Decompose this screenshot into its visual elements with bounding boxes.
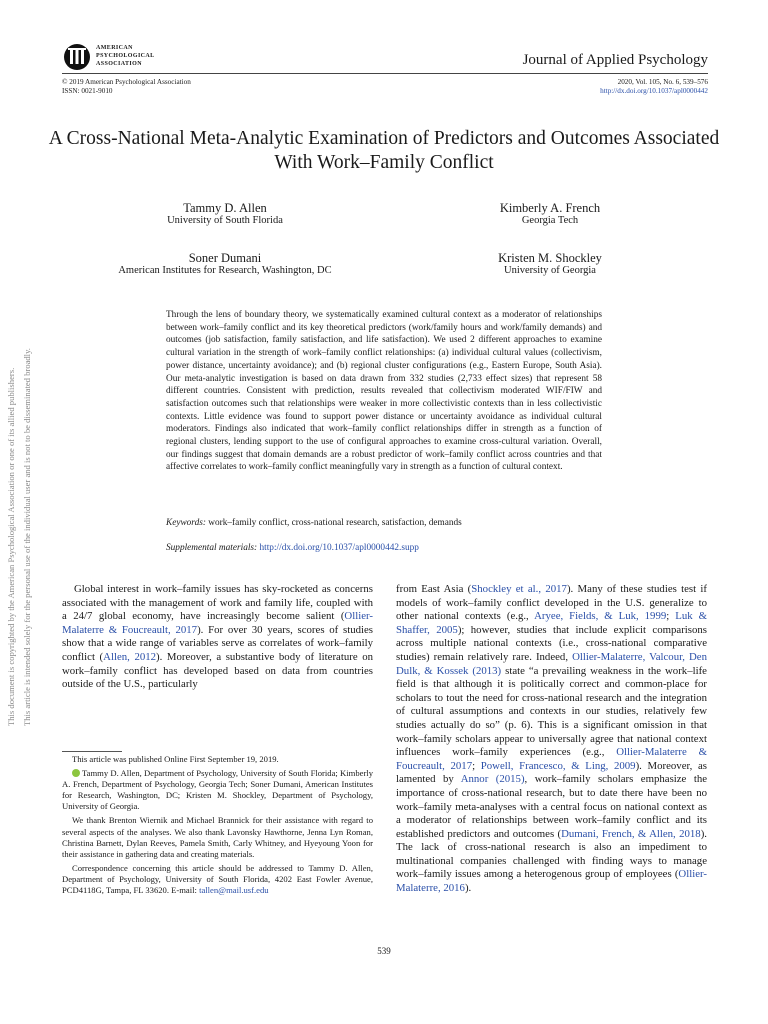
body-text: ). Moreover, a substantive body of literature on work–family conflict has developed based on data from countries outside of the U.S., particularly — [62, 650, 374, 691]
citation-link[interactable]: Ollier-Malaterre, 2016 — [396, 868, 707, 895]
footnote-correspondence — [62, 863, 373, 896]
orcid-icon[interactable] — [72, 769, 80, 777]
keywords — [166, 517, 602, 529]
body-column-right — [396, 583, 707, 896]
citation-link[interactable]: Dumani, French, & Allen, 2018 — [561, 827, 701, 840]
email-link[interactable]: tallen@mail.usf.edu — [199, 885, 269, 896]
citation-link[interactable]: Annor (2015) — [460, 773, 525, 786]
author-name: Soner Dumani — [188, 251, 262, 265]
publisher-name-line: PSYCHOLOGICAL — [96, 53, 155, 59]
footnotes — [62, 754, 373, 899]
citation-link[interactable]: Ollier-Malaterre & Foucreault, 2017 — [62, 610, 373, 636]
footnote-affiliations — [62, 768, 373, 812]
abstract: Through the lens of boundary theory, we systematically examined cultural context as a moderator of relationships between work–family conflict and its key theoretical predictors (work/family hours and work/family demands) and outcomes (job satisfaction, family satisfaction, and life satisfaction). We used 2 different approaches to examine cultural variation in the strength of work–family conflict relationships: (a) individual cultural values (collectivism, power distance, uncertainty avoidance); and (b) regional cluster configurations (e.g., Eastern Europe, South Asia). Our meta-analytic investigation is based on data drawn from 332 studies (2,733 effect sizes) that represent 58 different countries. Consistent with prediction, results revealed that collectivism moderated WIF/FIW and satisfaction outcomes such that relationships were weaker in more collectivistic contexts than in less collectivistic contexts. Little evidence was found to support power distance or uncertainty avoidance as individual cultural moderators. Findings also indicated that work–family conflict relationships differ in strength as a function of regional clusters, lending support to the use of configural approaches to examine cross-cultural variation. Overall, our findings suggest that domain demands are a robust predictor of work–family conflict across countries and that affective correlates to work–family conflict meaningfully vary in strength as a function of cultural context. — [166, 310, 602, 473]
body-text: ); however, studies that include explicit comparisons across multiple national contexts (i.e., cross-national comparative studies) remain relatively rare. Indeed, — [396, 623, 707, 663]
supplemental-link[interactable]: http://dx.doi.org/10.1037/apl0000442.supp — [259, 543, 419, 553]
author-block — [120, 201, 330, 227]
body-text: ). Many of these studies test if models of work–family conflict developed in the U.S. generalize to other national contexts (e.g., — [396, 583, 708, 623]
citation-link[interactable]: Allen, 2012 — [103, 650, 157, 663]
journal-name: Journal of Applied Psychology — [522, 52, 708, 68]
footnote-rule — [62, 751, 122, 752]
apa-logo-icon — [62, 42, 92, 72]
author-name: Tammy D. Allen — [183, 201, 267, 215]
body-text: ). Moreover, as lamented by — [396, 759, 707, 786]
author-affiliation: Georgia Tech — [521, 215, 579, 226]
author-affiliation: University of Georgia — [504, 265, 596, 276]
citation-link[interactable]: Ollier-Malaterre & Foucreault, 2017 — [396, 746, 707, 772]
issn-line: ISSN: 0021-9010 — [62, 87, 113, 95]
author-block — [445, 201, 655, 227]
copyright-block — [62, 78, 191, 96]
body-text: ). For over 30 years, scores of studies show that a wide range of variables serve as correlates of work–family conflict ( — [62, 623, 373, 663]
citation-link[interactable]: Luk & Shaffer, 2005 — [396, 610, 708, 636]
copyright-line: © 2019 American Psychological Association — [62, 78, 191, 86]
publisher-name-line: AMERICAN — [96, 45, 133, 51]
supplemental-materials — [166, 542, 602, 554]
publisher-name — [96, 44, 155, 68]
body-text: ). — [464, 882, 472, 895]
footnote-affiliations-text: Tammy D. Allen, Department of Psychology, University of South Florida; Kimberly A. French, Department of Psychology, Georgia Tech; Soner Dumani, American Institutes for Research, Washington, DC; Kristen M. Shockley, Department of Psychology, University of Georgia. — [62, 768, 373, 812]
citation-link[interactable]: Ollier-Malaterre, Valcour, Den Dulk, & Kossek (2013) — [396, 650, 707, 677]
volume-info — [600, 78, 708, 96]
footnote-correspondence-text: Correspondence concerning this article should be addressed to Tammy D. Allen, Department of Psychology, University of South Florida, 4202 East Fowler Avenue, PCD4118G, Tampa, FL 33620. E-mail: — [62, 862, 373, 896]
body-text: ; — [472, 759, 481, 772]
body-text: from East Asia ( — [396, 583, 472, 595]
footnote-thanks: We thank Brenton Wiernik and Michael Brannick for their assistance with regard to several aspects of the analyses. We also thank Lavonsky Hawthorne, Jenna Lyn Roman, Christina Barnett, Dylan Reeves, Pamela Smith, Carly Whitney, and Hyeyoung Yoon for their assistance in gathering data and creating materials. — [62, 815, 373, 859]
footnote-published: This article was published Online First September 19, 2019. — [72, 754, 279, 764]
body-column-left — [62, 583, 373, 692]
volume-pages: 2020, Vol. 105, No. 6, 539–576 — [617, 78, 708, 86]
author-name: Kimberly A. French — [499, 201, 601, 215]
citation-link[interactable]: Shockley et al., 2017 — [471, 583, 567, 595]
body-text: state “a prevailing weakness in the work–life field is that although it is politically correct and common-place for scholars to tout the need for cross-national research and the integration of cultural assumptions and contexts in our studies, relatively few studies actually do so” (p. 6). This is a significant omission in that work–family scholars appear to universally agree that national context influences work–family experiences (e.g., — [396, 664, 707, 759]
supplemental-label: Supplemental materials: — [166, 543, 258, 553]
copyright-side-notice — [2, 290, 42, 730]
page-number: 539 — [377, 946, 391, 956]
side-notice-line: This article is intended solely for the personal use of the individual user and is not to be disseminated broadly. — [22, 348, 32, 726]
citation-link[interactable]: Powell, Francesco, & Ling, 2009 — [480, 759, 636, 772]
author-name: Kristen M. Shockley — [498, 251, 602, 265]
citation-link[interactable]: Aryee, Fields, & Luk, 1999 — [534, 610, 667, 623]
keywords-text: work–family conflict, cross-national research, satisfaction, demands — [208, 518, 462, 528]
keywords-label: Keywords: — [166, 518, 206, 528]
body-text: ; — [666, 610, 676, 623]
body-text: ). The lack of cross-national research is also an impediment to multinational companies challenged with finding ways to manage work–family issues among a heterogenous group of employees ( — [396, 827, 707, 881]
doi-link[interactable]: http://dx.doi.org/10.1037/apl0000442 — [600, 87, 708, 95]
body-text: Global interest in work–family issues has sky-rocketed as concerns associated with the management of work and family life, coupled with a 24/7 global economy, have increasingly become salient ( — [62, 583, 373, 623]
article-title: A Cross-National Meta-Analytic Examination of Predictors and Outcomes Associated With Work–Family Conflict — [48, 128, 720, 173]
author-affiliation: American Institutes for Research, Washington, DC — [118, 265, 332, 276]
side-notice-line: This document is copyrighted by the American Psychological Association or one of its allied publishers. — [6, 367, 16, 726]
body-text: , work–family scholars emphasize the importance of cross-national research, but to date there have been no work–family meta-analyses with a central focus on national context as a moderator of relationships between work–family conflict and its established predictors and outcomes ( — [396, 773, 708, 840]
author-block — [80, 251, 370, 277]
header-rule — [62, 73, 708, 74]
publisher-name-line: ASSOCIATION — [96, 61, 142, 67]
author-affiliation: University of South Florida — [167, 215, 283, 226]
author-block — [445, 251, 655, 277]
